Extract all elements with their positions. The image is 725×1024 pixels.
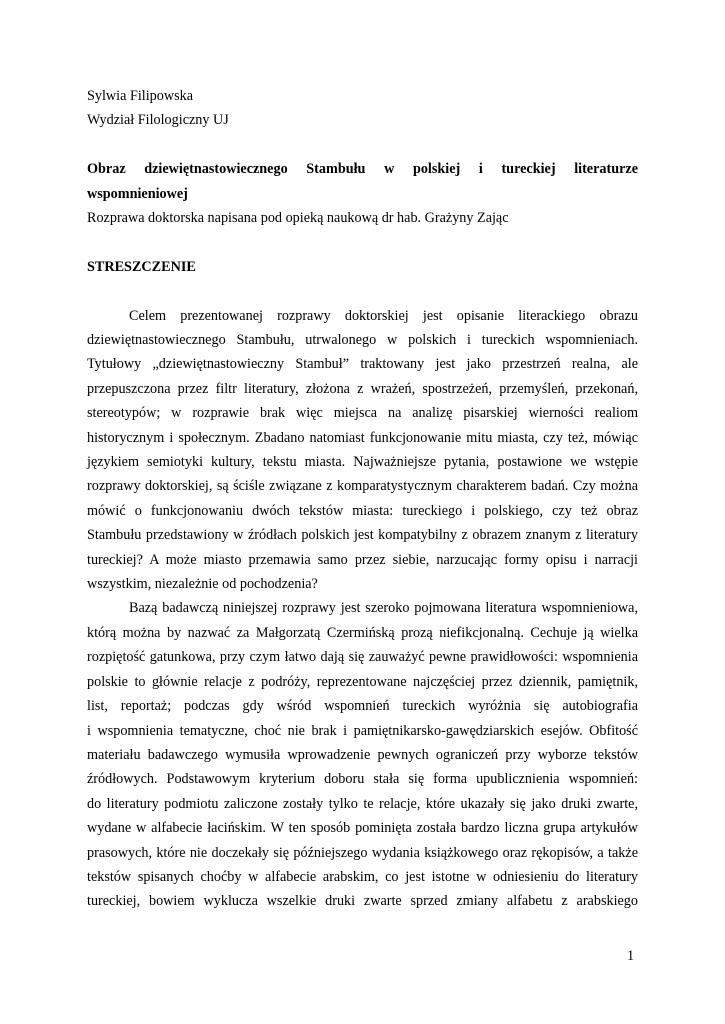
paragraph-line: źródłowych. Podstawowym kryterium doboru stała się forma upublicznienia wspomnień: [87, 771, 638, 788]
paragraph-line: prasowych, które nie doczekały się późniejszego wydania książkowego oraz rękopisów, a także [87, 844, 638, 861]
paragraph-line: Tytułowy „dziewiętnastowieczny Stambuł” traktowany jest jako przestrzeń realna, ale [87, 356, 638, 373]
spacer [87, 279, 638, 303]
paragraph-line: list, reportaż; podczas gdy wśród wspomnień tureckich wyróżnia się autobiografia [87, 698, 638, 715]
paragraph-1 [87, 304, 638, 597]
faculty-name: Wydział Filologiczny UJ [87, 112, 229, 129]
paragraph-line: wszystkim, niezależnie od pochodzenia? [87, 576, 318, 593]
author-name: Sylwia Filipowska [87, 88, 194, 104]
paragraph-line: i wspomnienia tematyczne, choć nie brak i pamiętnikarsko-gawędziarskich esejów. Obfitość [87, 722, 638, 739]
paragraph-line: materiału badawczego wymusiła wprowadzenie pewnych ograniczeń przy wyborze tekstów [87, 746, 638, 763]
paragraph-line: tekstów spisanych choćby w alfabecie arabskim, co jest istotne w odniesieniu do literatury [87, 868, 638, 885]
paragraph-line: przepuszczona przez filtr literatury, złożona z wrażeń, spostrzeżeń, przemyśleń, przekonań, [87, 380, 638, 397]
thesis-subtitle: Rozprawa doktorska napisana pod opieką naukową dr hab. Grażyny Zając [87, 210, 509, 227]
paragraph-2 [87, 596, 638, 913]
spacer [87, 230, 638, 254]
paragraph-line: Stambułu przedstawiony w źródłach polskich jest kompatybilny z obrazem znanym z literatury [87, 527, 638, 544]
paragraph-line: mówić o funkcjonowaniu dwóch tekstów miasta: tureckiego i polskiego, czy też obraz [87, 502, 638, 519]
thesis-title-line-2: wspomnieniowej [87, 185, 188, 202]
page-number: 1 [627, 948, 635, 964]
section-heading: STRESZCZENIE [87, 258, 196, 275]
paragraph-line: Celem prezentowanej rozprawy doktorskiej jest opisanie literackiego obrazu [129, 307, 638, 324]
paragraph-line: Bazą badawczą niniejszej rozprawy jest szeroko pojmowana literatura wspomnieniowa, [129, 600, 638, 617]
paragraph-line: stereotypów; w rozprawie brak więc miejsca na analizę pisarskiej wierności realiom [87, 405, 638, 422]
spacer [87, 133, 638, 157]
paragraph-line: rozpiętość gatunkowa, przy czym łatwo dają się zauważyć pewne prawidłowości: wspomnienia [87, 649, 638, 666]
thesis-title-line-1: Obraz dziewiętnastowiecznego Stambułu w polskiej i tureckiej literaturze [87, 161, 638, 178]
paragraph-line: polskie to głównie relacje z podróży, reprezentowane najczęściej przez dziennik, pamiętnik, [87, 673, 638, 690]
document-page [87, 84, 638, 914]
paragraph-line: historycznym i społecznym. Zbadano natomiast funkcjonowanie mitu miasta, czy też, mówiąc [87, 429, 638, 446]
paragraph-line: do literatury podmiotu zaliczone zostały tylko te relacje, które ukazały się jako druki zwarte, [87, 795, 638, 812]
paragraph-line: językiem semiotyki kultury, tekstu miasta. Najważniejsze pytania, postawione we wstępie [87, 454, 638, 471]
paragraph-line: dziewiętnastowiecznego Stambułu, utrwalonego w polskich i tureckich wspomnieniach. [87, 332, 638, 349]
paragraph-line: wydane w alfabecie łacińskim. W ten sposób pominięta została bardzo liczna grupa artykułów [87, 820, 638, 837]
paragraph-line: rozprawy doktorskiej, są ściśle związane z komparatystycznym charakterem badań. Czy można [87, 478, 638, 495]
paragraph-line: którą można by nazwać za Małgorzatą Czermińską prozą niefikcjonalną. Cechuje ją wielka [87, 624, 638, 641]
paragraph-line: tureckiej? A może miasto przemawia samo przez siebie, narzucając formy opisu i narracji [87, 551, 638, 568]
paragraph-line: tureckiej, bowiem wyklucza wszelkie druki zwarte sprzed zmiany alfabetu z arabskiego [87, 893, 638, 910]
